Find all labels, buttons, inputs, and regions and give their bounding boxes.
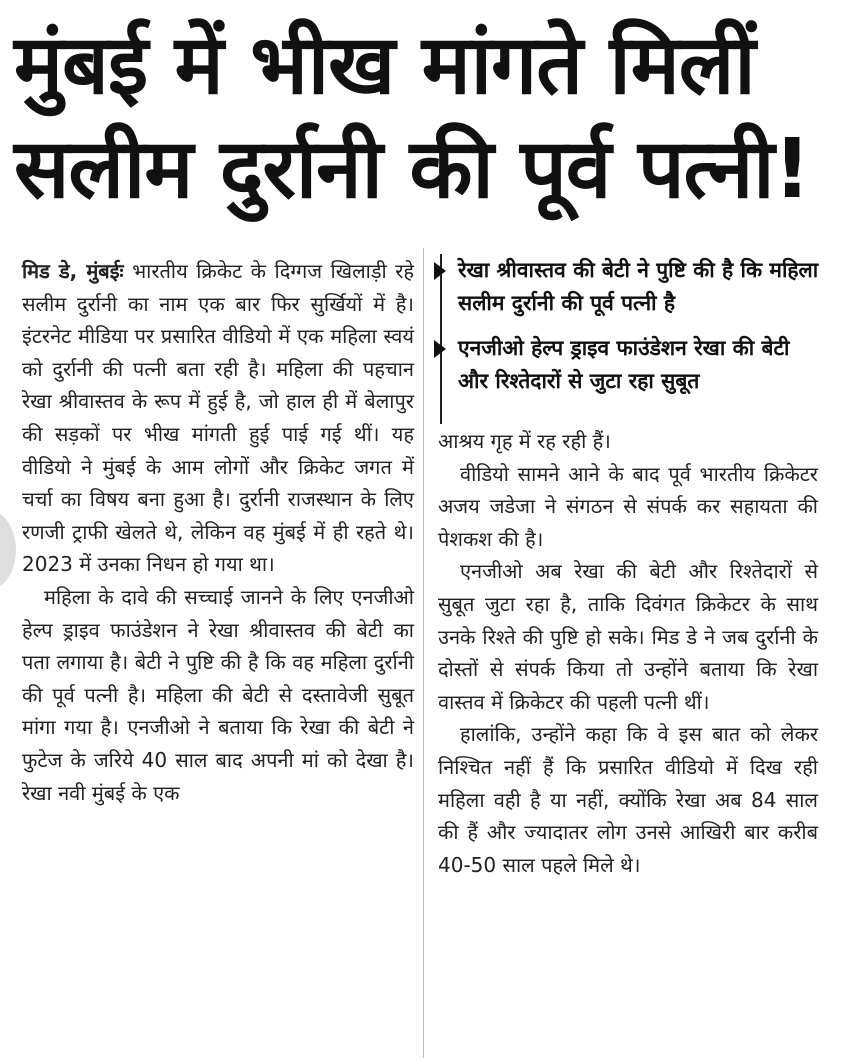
highlight-text: एनजीओ हेल्प ड्राइव फाउंडेशन रेखा की बेटी और रिश्तेदारों से जुटा रहा सुबूत xyxy=(458,336,790,393)
article-paragraph-2: महिला के दावे की सच्चाई जानने के लिए एनजीओ हेल्प ड्राइव फाउंडेशन ने रेखा श्रीवास्तव की बेटी का पता लगाया है। बेटी ने पुष्टि की है कि वह महिला दुर्रानी की पूर्व पत्नी है। महिला की बेटी से दस्तावेजी सुबूत मांगा गया है। एनजीओ ने बताया कि रेखा की बेटी ने फुटेज के जरिये 40 साल बाद अपनी मां को देखा है। रेखा नवी मुंबई के एक xyxy=(22,584,414,805)
highlight-item xyxy=(432,332,824,398)
article-column-right xyxy=(438,425,818,881)
paragraph-1-text: भारतीय क्रिकेट के दिग्गज खिलाड़ी रहे सलीम दुर्रानी का नाम एक बार फिर सुर्खियों में है। इंटरनेट मीडिया पर प्रसारित वीडियो में एक महिला स्वयं को दुर्रानी की पत्नी बता रही है। महिला की पहचान रेखा श्रीवास्तव के रूप में हुई है, जो हाल ही में बेलापुर की सड़कों पर भीख मांगती हुई पाई गई थीं। यह वीडियो ने मुंबई के आम लोगों और क्रिकेट जगत में चर्चा का विषय बना हुआ है। दुर्रानी राजस्थान के लिए रणजी ट्राफी खेलते थे, लेकिन वह मुंबई में ही रहते थे। 2023 में उनका निधन हो गया था। xyxy=(22,259,414,577)
headline xyxy=(14,14,829,222)
article-paragraph-1 xyxy=(22,255,414,581)
arrow-icon xyxy=(434,340,446,358)
article-paragraph-3: वीडियो सामने आने के बाद पूर्व भारतीय क्रिकेटर अजय जडेजा ने संगठन से संपर्क कर सहायता की पेशकश की है। xyxy=(438,461,818,551)
column-divider xyxy=(423,248,424,1058)
article-paragraph-2-continued: आश्रय गृह में रह रही हैं। xyxy=(438,429,611,453)
article-paragraph-5: हालांकि, उन्होंने कहा कि वे इस बात को लेकर निश्चित नहीं हैं कि प्रसारित वीडियो में दिख रही महिला वही है या नहीं, क्योंकि रेखा अब 84 साल की हैं और ज्यादातर लोग उनसे आखिरी बार करीब 40-50 साल पहले मिले थे। xyxy=(438,722,818,877)
arrow-icon xyxy=(434,262,446,280)
highlights-box xyxy=(432,254,824,410)
highlight-item xyxy=(432,254,824,320)
highlight-text: रेखा श्रीवास्तव की बेटी ने पुष्टि की है कि महिला सलीम दुर्रानी की पूर्व पत्नी है xyxy=(458,258,819,315)
edge-shadow-decoration xyxy=(0,510,16,590)
headline-line-1: मुंबई में भीख मांगते मिलीं xyxy=(14,18,755,113)
article-column-left xyxy=(22,255,414,809)
article-paragraph-4: एनजीओ अब रेखा की बेटी और रिश्तेदारों से सुबूत जुटा रहा है, ताकि दिवंगत क्रिकेटर के साथ उनके रिश्ते की पुष्टि हो सके। मिड डे ने जब दुर्रानी के दोस्तों से संपर्क किया तो उन्होंने बताया कि रेखा वास्तव में क्रिकेटर की पहली पत्नी थीं। xyxy=(438,559,818,714)
dateline: मिड डे, मुंबईः xyxy=(22,259,124,283)
headline-line-2: सलीम दुर्रानी की पूर्व पत्नी! xyxy=(14,122,810,217)
